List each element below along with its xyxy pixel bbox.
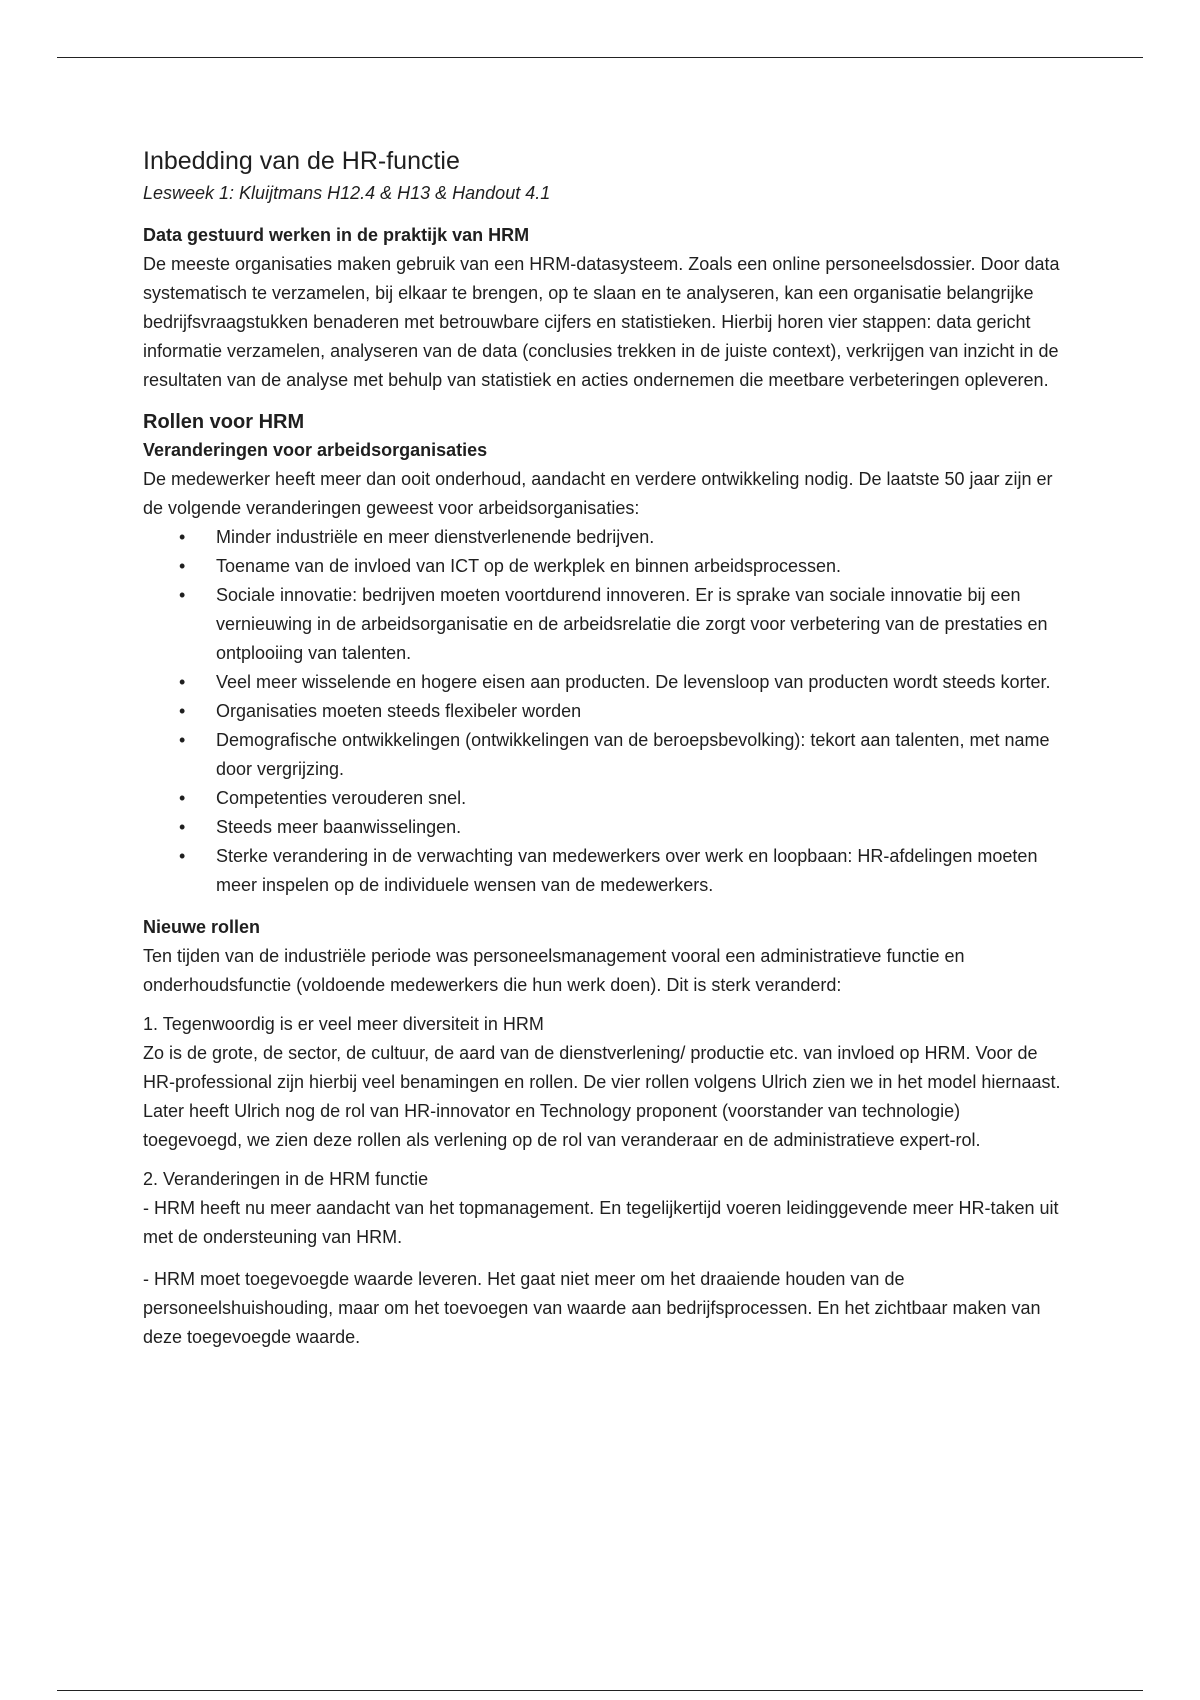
veranderingen-list (143, 523, 1063, 900)
list-item: • Minder industriële en meer dienstverlenende bedrijven. (216, 523, 1063, 552)
list-item: • Veel meer wisselende en hogere eisen aan producten. De levensloop van producten wordt steeds korter. (216, 668, 1063, 697)
document-title: Inbedding van de HR-functie (143, 147, 460, 175)
document-body (143, 143, 1063, 1352)
section-heading-nieuwe-rollen: Nieuwe rollen (143, 917, 261, 937)
list-item: • Organisaties moeten steeds flexibeler worden (216, 697, 1063, 726)
point2-para1: - HRM heeft nu meer aandacht van het topmanagement. En tegelijkertijd voeren leidinggevende meer HR-taken uit met de ondersteuning van HRM. (143, 1198, 1059, 1247)
header-rule (57, 57, 1143, 58)
point2-heading: 2. Veranderingen in de HRM functie (143, 1169, 429, 1189)
list-item: • Toename van de invloed van ICT op de werkplek en binnen arbeidsprocessen. (216, 552, 1063, 581)
nieuwe-rollen-intro: Ten tijden van de industriële periode was personeelsmanagement vooral een administratieve functie en onderhoudsfunctie (voldoende medewerkers die hun werk doen). Dit is sterk veranderd: (143, 946, 965, 995)
document-subtitle: Lesweek 1: Kluijtmans H12.4 & H13 & Handout 4.1 (143, 183, 551, 203)
list-item: • Sociale innovatie: bedrijven moeten voortdurend innoveren. Er is sprake van sociale innovatie bij een vernieuwing in de arbeidsorganisatie en de arbeidsrelatie die zorgt voor verbetering van de prestaties en ontplooiing van talenten. (216, 581, 1063, 668)
list-item: • Steeds meer baanwisselingen. (216, 813, 1063, 842)
list-item: • Sterke verandering in de verwachting van medewerkers over werk en loopbaan: HR-afdelingen moeten meer inspelen op de individuele wensen van de medewerkers. (216, 842, 1063, 900)
list-item: • Demografische ontwikkelingen (ontwikkelingen van de beroepsbevolking): tekort aan talenten, met name door vergrijzing. (216, 726, 1063, 784)
subheading-veranderingen: Veranderingen voor arbeidsorganisaties (143, 440, 488, 460)
list-item: • Competenties verouderen snel. (216, 784, 1063, 813)
section-heading-data: Data gestuurd werken in de praktijk van HRM (143, 225, 530, 245)
point2-para2: - HRM moet toegevoegde waarde leveren. Het gaat niet meer om het draaiende houden van de personeelshuishouding, maar om het toevoegen van waarde aan bedrijfsprocessen. En het zichtbaar maken van deze toegevoegde waarde. (143, 1269, 1041, 1347)
point1-heading: 1. Tegenwoordig is er veel meer diversiteit in HRM (143, 1014, 544, 1034)
rollen-intro: De medewerker heeft meer dan ooit onderhoud, aandacht en verdere ontwikkeling nodig. De laatste 50 jaar zijn er de volgende veranderingen geweest voor arbeidsorganisaties: (143, 469, 1053, 518)
point1-body: Zo is de grote, de sector, de cultuur, de aard van de dienstverlening/ productie etc. van invloed op HRM. Voor de HR-professional zijn hierbij veel benamingen en rollen. De vier rollen volgens Ulrich zien we in het model hiernaast. Later heeft Ulrich nog de rol van HR-innovator en Technology proponent (voorstander van technologie) toegevoegd, we zien deze rollen als verlening op de rol van veranderaar en de administratieve expert-rol. (143, 1043, 1061, 1150)
section-body-data: De meeste organisaties maken gebruik van een HRM-datasysteem. Zoals een online personeelsdossier. Door data systematisch te verzamelen, bij elkaar te brengen, op te slaan en te analyseren, kan een organisatie belangrijke bedrijfsvraagstukken benaderen met betrouwbare cijfers en statistieken. Hierbij horen vier stappen: data gericht informatie verzamelen, analyseren van de data (conclusies trekken in de juiste context), verkrijgen van inzicht in de resultaten van de analyse met behulp van statistiek en acties ondernemen die meetbare verbeteringen opleveren. (143, 254, 1060, 390)
footer-rule (57, 1690, 1143, 1691)
section-heading-rollen: Rollen voor HRM (143, 411, 305, 433)
